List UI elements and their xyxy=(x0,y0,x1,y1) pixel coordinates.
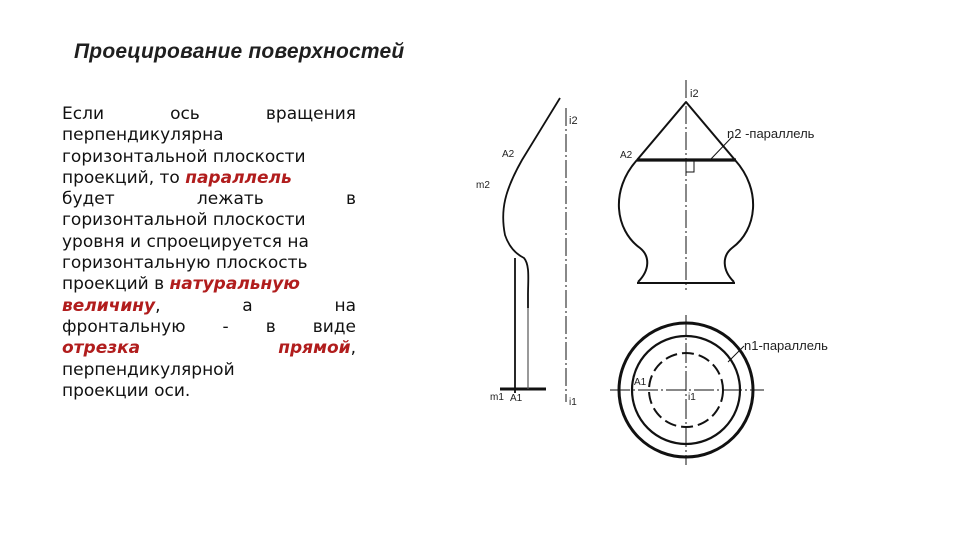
label-m2-left: m2 xyxy=(476,180,490,191)
term-size: величину xyxy=(62,295,156,316)
text-line: Если ось вращения xyxy=(62,104,356,124)
label-A2-right: A2 xyxy=(620,150,633,161)
label-n2-parallel: n2 -параллель xyxy=(727,126,815,141)
surface-profile-curve xyxy=(503,98,560,308)
text-line: проекции оси. xyxy=(62,380,191,401)
term-straight: прямой xyxy=(278,338,351,359)
text-line: перпендикулярна xyxy=(62,125,224,146)
term-parallel: параллель xyxy=(185,167,292,188)
text-line: проекций, то параллель xyxy=(62,167,292,188)
right-top-view xyxy=(610,315,764,465)
label-n1-parallel: n1-параллель xyxy=(744,338,828,353)
right-angle-mark xyxy=(686,161,694,172)
term-segment: отрезка xyxy=(62,338,141,359)
label-A1-left: A1 xyxy=(510,393,523,404)
vase-right-contour xyxy=(725,160,753,282)
text-line: уровня и спроецируется на xyxy=(62,231,309,252)
label-A1-right: A1 xyxy=(634,377,647,388)
text-line: горизонтальной плоскости xyxy=(62,146,306,167)
page-title: Проецирование поверхностей xyxy=(74,40,405,63)
text-line: отрезка прямой, xyxy=(62,338,356,359)
vase-left-contour xyxy=(619,160,647,282)
label-A2-left: A2 xyxy=(502,149,515,160)
label-i2-left: i2 xyxy=(569,115,578,127)
label-i2-right: i2 xyxy=(690,88,699,100)
text-line: горизонтальную плоскость xyxy=(62,253,308,274)
label-i1-left: i1 xyxy=(569,397,577,408)
left-profile-drawing xyxy=(500,98,566,402)
text-line: величину, а на xyxy=(62,295,356,316)
text-line: фронтальную - в виде xyxy=(62,316,356,337)
text-line: будет лежать в xyxy=(62,189,356,210)
right-front-view xyxy=(619,80,753,290)
cone-left-edge xyxy=(637,102,686,160)
text-line: перпендикулярной xyxy=(62,359,235,380)
text-line: горизонтальной плоскости xyxy=(62,210,306,231)
text-line: проекций в натуральную xyxy=(62,274,300,295)
label-i1-right: i1 xyxy=(688,392,696,403)
term-natural: натуральную xyxy=(169,274,300,295)
label-m1-left: m1 xyxy=(490,392,504,403)
